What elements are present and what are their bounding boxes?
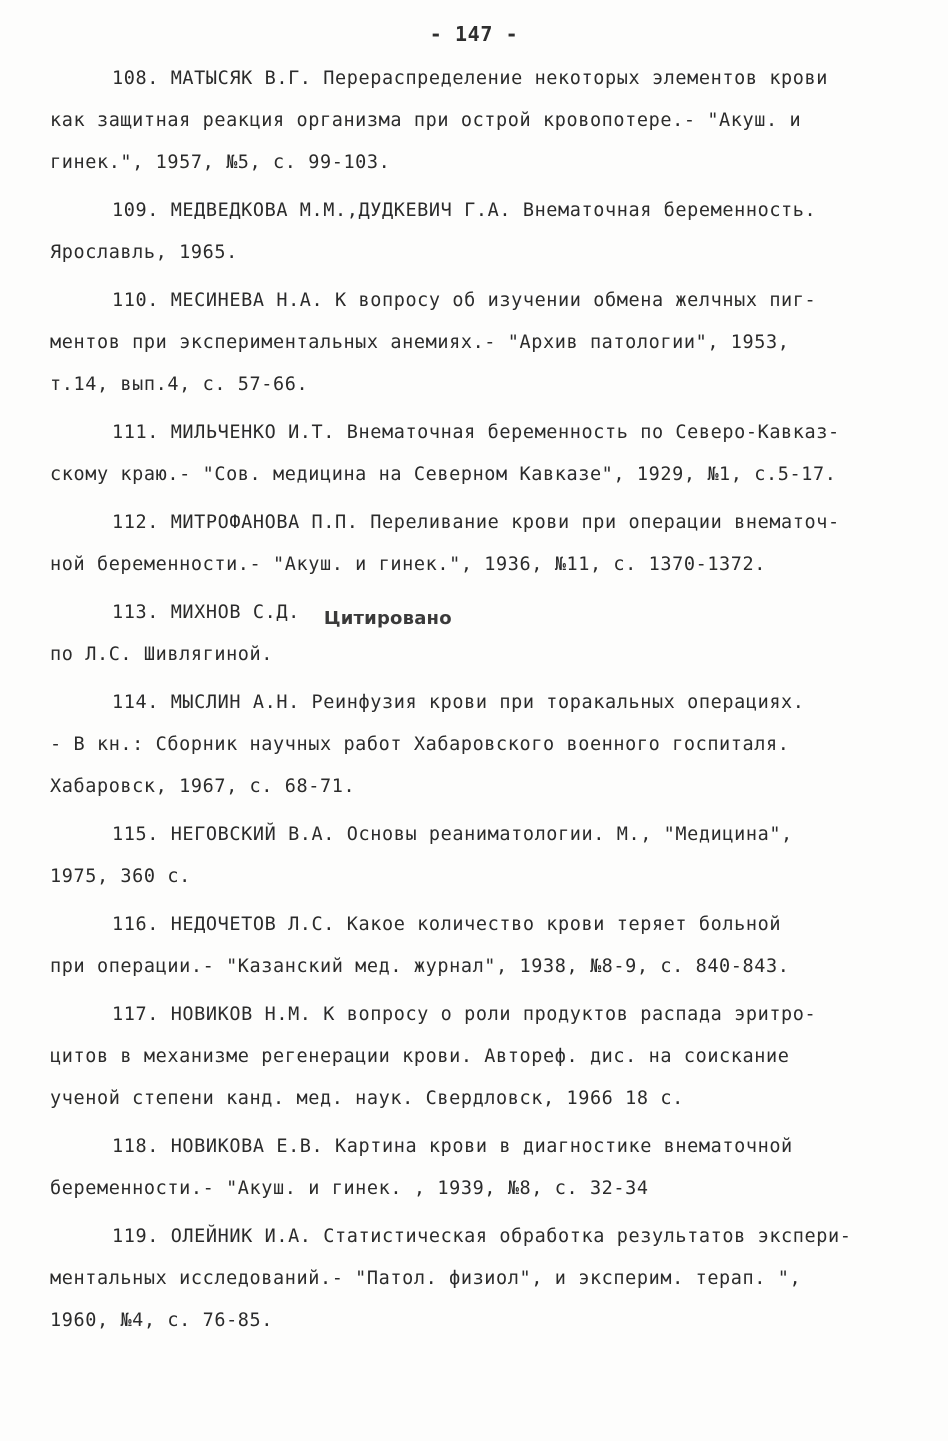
entry-line: 109. МЕДВЕДКОВА М.М.,ДУДКЕВИЧ Г.А. Внематочная беременность. xyxy=(112,200,817,221)
bibliography-list xyxy=(50,58,908,1348)
quoted-stamp: Цитировано xyxy=(323,608,452,629)
bibliography-entry xyxy=(50,280,908,406)
entry-line: 1975, 360 с. xyxy=(50,866,191,887)
entry-line: ученой степени канд. мед. наук. Свердловск, 1966 18 с. xyxy=(50,1088,684,1109)
entry-line: 119. ОЛЕЙНИК И.А. Статистическая обработка результатов экспери- xyxy=(112,1226,852,1247)
entry-line: 111. МИЛЬЧЕНКО И.Т. Внематочная беременность по Северо-Кавказ- xyxy=(112,422,840,443)
entry-line: 117. НОВИКОВ Н.М. К вопросу о роли продуктов распада эритро- xyxy=(112,1004,817,1025)
bibliography-entry xyxy=(50,502,908,586)
bibliography-entry xyxy=(50,904,908,988)
entry-line: 112. МИТРОФАНОВА П.П. Переливание крови при операции внематоч- xyxy=(112,512,840,533)
entry-line: ментальных исследований.- "Патол. физиол", и эксперим. терап. ", xyxy=(50,1268,802,1289)
entry-line: 118. НОВИКОВА Е.В. Картина крови в диагностике внематочной xyxy=(112,1136,793,1157)
entry-line: 116. НЕДОЧЕТОВ Л.С. Какое количество крови теряет больной xyxy=(112,914,782,935)
entry-line: цитов в механизме регенерации крови. Автореф. дис. на соискание xyxy=(50,1046,790,1067)
bibliography-entry xyxy=(50,1126,908,1210)
entry-line: при операции.- "Казанский мед. журнал", 1938, №8-9, с. 840-843. xyxy=(50,956,790,977)
entry-line: 110. МЕСИНЕВА Н.А. К вопросу об изучении обмена желчных пиг- xyxy=(112,290,817,311)
bibliography-entry xyxy=(50,814,908,898)
entry-line: по Л.С. Шивлягиной. xyxy=(50,644,274,665)
entry-line: ной беременности.- "Акуш. и гинек.", 1936, №11, с. 1370-1372. xyxy=(50,554,767,575)
page-number: - 147 - xyxy=(429,22,519,46)
entry-line-with-stamp xyxy=(50,592,908,634)
entry-line: Ярославль, 1965. xyxy=(50,242,238,263)
bibliography-entry xyxy=(50,58,908,184)
entry-line: Хабаровск, 1967, с. 68-71. xyxy=(50,776,356,797)
entry-line: скому краю.- "Сов. медицина на Северном Кавказе", 1929, №1, с.5-17. xyxy=(50,464,837,485)
bibliography-entry xyxy=(50,592,908,676)
bibliography-entry xyxy=(50,994,908,1120)
entry-line: 1960, №4, с. 76-85. xyxy=(50,1310,274,1331)
entry-line: т.14, вып.4, с. 57-66. xyxy=(50,374,309,395)
entry-line: гинек.", 1957, №5, с. 99-103. xyxy=(50,152,391,173)
bibliography-entry xyxy=(50,412,908,496)
entry-line: 114. МЫСЛИН А.Н. Реинфузия крови при торакальных операциях. xyxy=(112,692,805,713)
bibliography-entry xyxy=(50,682,908,808)
entry-line: ментов при экспериментальных анемиях.- "Архив патологии", 1953, xyxy=(50,332,790,353)
entry-line: 108. МАТЫСЯК В.Г. Перераспределение некоторых элементов крови xyxy=(112,68,829,89)
bibliography-entry xyxy=(50,190,908,274)
entry-line: беременности.- "Акуш. и гинек. , 1939, №8, с. 32-34 xyxy=(50,1178,649,1199)
entry-line: 115. НЕГОВСКИЙ В.А. Основы реаниматологии. М., "Медицина", xyxy=(112,824,793,845)
entry-line: как защитная реакция организма при острой кровопотере.- "Акуш. и xyxy=(50,110,802,131)
bibliography-entry xyxy=(50,1216,908,1342)
entry-line: - В кн.: Сборник научных работ Хабаровского военного госпиталя. xyxy=(50,734,790,755)
entry-line: 113. МИХНОВ С.Д. xyxy=(112,602,300,623)
